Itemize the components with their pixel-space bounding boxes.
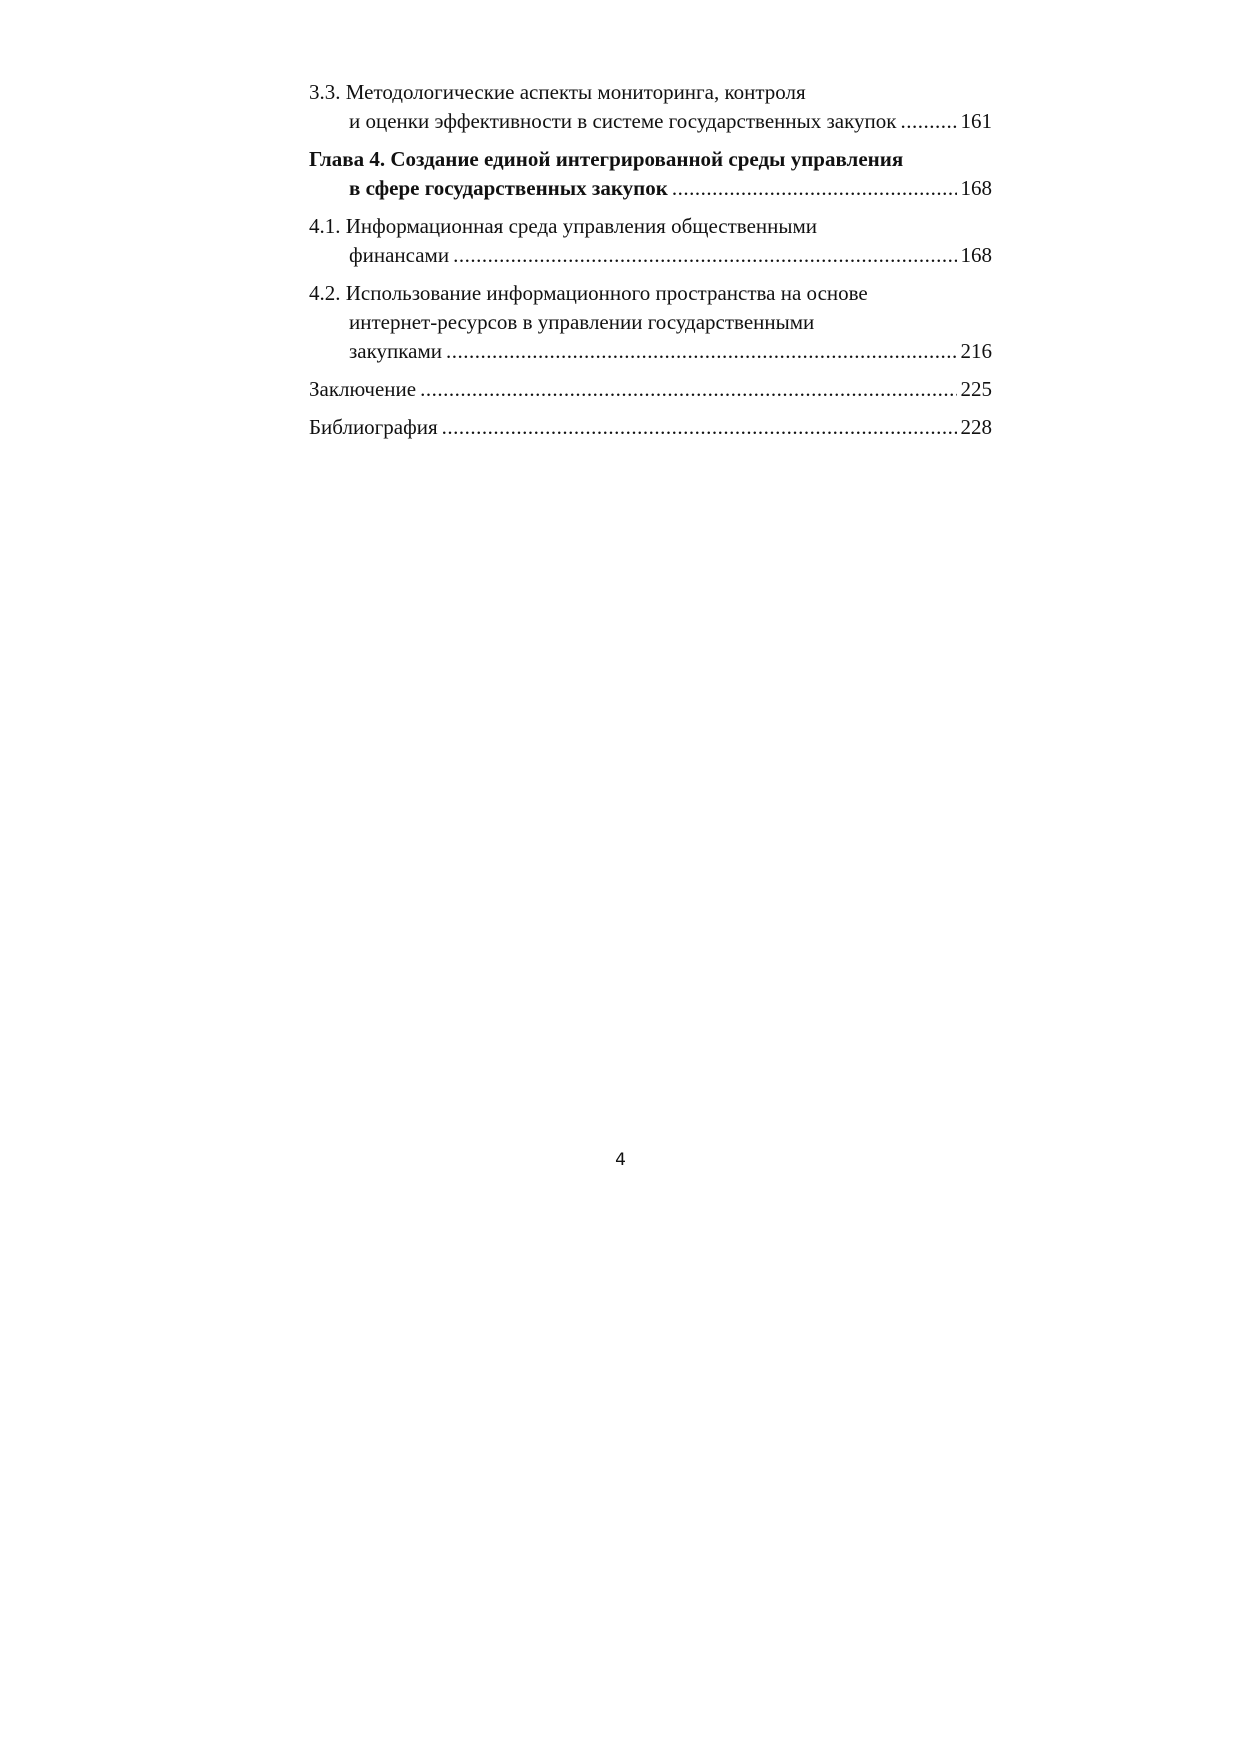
- toc-entry-title: 3.3. Методологические аспекты мониторинга, контроля: [309, 80, 806, 104]
- dot-leader: [446, 337, 957, 366]
- toc-entry-3-3[interactable]: [309, 78, 992, 136]
- toc-page-number: 216: [960, 339, 992, 363]
- toc-page-number: 161: [960, 109, 992, 133]
- toc-entry-title-continued: финансами: [349, 243, 450, 267]
- toc-entry-title-continued: закупками: [349, 339, 442, 363]
- toc-chapter-title-continued: в сфере государственных закупок: [349, 176, 668, 200]
- toc-entry-4-2[interactable]: [309, 279, 992, 366]
- dot-leader: [442, 413, 957, 442]
- toc-entry-chapter-4[interactable]: [309, 145, 992, 203]
- toc-entry-title: 4.2. Использование информационного пространства на основе: [309, 281, 868, 305]
- toc-page-number: 225: [960, 377, 992, 401]
- toc-entry-title: Заключение: [309, 377, 417, 401]
- toc-page-number: 168: [960, 176, 992, 200]
- dot-leader: [420, 375, 956, 404]
- toc-entry-4-1[interactable]: [309, 212, 992, 270]
- toc-entry-title-continued: и оценки эффективности в системе государственных закупок: [349, 109, 897, 133]
- page-footer-number: 4: [615, 1150, 626, 1170]
- toc-page-number: 168: [960, 243, 992, 267]
- toc-entry-title-continued: интернет-ресурсов в управлении государственными: [349, 310, 815, 334]
- toc-entry-conclusion[interactable]: [309, 375, 992, 404]
- table-of-contents: [309, 78, 992, 451]
- dot-leader: [900, 107, 956, 136]
- toc-entry-title: 4.1. Информационная среда управления общественными: [309, 214, 818, 238]
- toc-entry-bibliography[interactable]: [309, 413, 992, 442]
- dot-leader: [672, 174, 957, 203]
- dot-leader: [453, 241, 956, 270]
- toc-chapter-title: Глава 4. Создание единой интегрированной среды управления: [309, 147, 904, 171]
- toc-page-number: 228: [960, 415, 992, 439]
- toc-entry-title: Библиография: [309, 415, 438, 439]
